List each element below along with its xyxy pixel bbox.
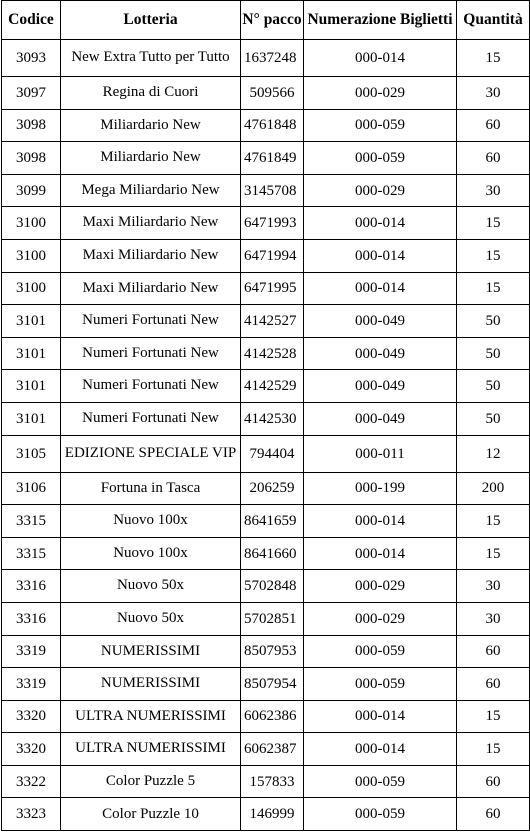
cell-codice: 3099 xyxy=(2,174,61,207)
cell-numerazione: 000-059 xyxy=(304,798,457,831)
table-row xyxy=(2,765,530,798)
cell-codice: 3101 xyxy=(2,305,61,338)
cell-lotteria: Fortuna in Tasca xyxy=(61,472,241,505)
cell-pacco: 509566 xyxy=(241,77,304,110)
table-row xyxy=(2,40,530,77)
cell-numerazione: 000-029 xyxy=(304,174,457,207)
cell-codice: 3316 xyxy=(2,602,61,635)
table-header-row xyxy=(2,1,530,40)
cell-quantita: 60 xyxy=(457,142,530,175)
cell-lotteria: Miliardario New xyxy=(61,109,241,142)
cell-lotteria: Maxi Miliardario New xyxy=(61,239,241,272)
cell-pacco: 206259 xyxy=(241,472,304,505)
cell-quantita: 50 xyxy=(457,305,530,338)
cell-pacco: 5702848 xyxy=(241,570,304,603)
cell-lotteria: NUMERISSIMI xyxy=(61,635,241,668)
table-row xyxy=(2,435,530,472)
cell-codice: 3315 xyxy=(2,505,61,538)
cell-quantita: 30 xyxy=(457,174,530,207)
cell-codice: 3100 xyxy=(2,207,61,240)
table-row xyxy=(2,570,530,603)
table-row xyxy=(2,77,530,110)
cell-codice: 3320 xyxy=(2,700,61,733)
cell-numerazione: 000-014 xyxy=(304,40,457,77)
cell-codice: 3101 xyxy=(2,337,61,370)
cell-pacco: 4761848 xyxy=(241,109,304,142)
table-row xyxy=(2,142,530,175)
cell-quantita: 60 xyxy=(457,635,530,668)
cell-numerazione: 000-014 xyxy=(304,239,457,272)
cell-lotteria: Numeri Fortunati New xyxy=(61,402,241,435)
cell-quantita: 50 xyxy=(457,370,530,403)
cell-quantita: 15 xyxy=(457,272,530,305)
table-row xyxy=(2,668,530,701)
cell-quantita: 15 xyxy=(457,733,530,766)
cell-lotteria: Numeri Fortunati New xyxy=(61,305,241,338)
table-body xyxy=(2,40,530,831)
cell-codice: 3101 xyxy=(2,402,61,435)
cell-quantita: 30 xyxy=(457,602,530,635)
cell-pacco: 6062386 xyxy=(241,700,304,733)
cell-pacco: 4142530 xyxy=(241,402,304,435)
cell-numerazione: 000-049 xyxy=(304,305,457,338)
cell-codice: 3100 xyxy=(2,239,61,272)
cell-pacco: 4761849 xyxy=(241,142,304,175)
cell-pacco: 8507954 xyxy=(241,668,304,701)
cell-pacco: 157833 xyxy=(241,765,304,798)
cell-quantita: 60 xyxy=(457,109,530,142)
cell-numerazione: 000-059 xyxy=(304,765,457,798)
cell-quantita: 50 xyxy=(457,337,530,370)
cell-numerazione: 000-014 xyxy=(304,207,457,240)
header-lotteria: Lotteria xyxy=(61,1,241,40)
cell-lotteria: Regina di Cuori xyxy=(61,77,241,110)
cell-quantita: 200 xyxy=(457,472,530,505)
cell-codice: 3105 xyxy=(2,435,61,472)
cell-lotteria: Color Puzzle 5 xyxy=(61,765,241,798)
cell-pacco: 6471994 xyxy=(241,239,304,272)
cell-codice: 3323 xyxy=(2,798,61,831)
cell-pacco: 8641660 xyxy=(241,537,304,570)
cell-codice: 3100 xyxy=(2,272,61,305)
cell-lotteria: NUMERISSIMI xyxy=(61,668,241,701)
cell-quantita: 30 xyxy=(457,570,530,603)
cell-lotteria: Nuovo 100x xyxy=(61,537,241,570)
cell-pacco: 3145708 xyxy=(241,174,304,207)
cell-lotteria: ULTRA NUMERISSIMI xyxy=(61,700,241,733)
cell-codice: 3320 xyxy=(2,733,61,766)
cell-numerazione: 000-029 xyxy=(304,602,457,635)
cell-pacco: 5702851 xyxy=(241,602,304,635)
header-numerazione: Numerazione Biglietti xyxy=(304,1,457,40)
cell-lotteria: Nuovo 50x xyxy=(61,602,241,635)
table-row xyxy=(2,305,530,338)
cell-codice: 3093 xyxy=(2,40,61,77)
cell-pacco: 4142528 xyxy=(241,337,304,370)
table-row xyxy=(2,174,530,207)
cell-numerazione: 000-049 xyxy=(304,402,457,435)
lottery-packages-table xyxy=(1,0,530,831)
cell-codice: 3319 xyxy=(2,635,61,668)
cell-codice: 3101 xyxy=(2,370,61,403)
cell-numerazione: 000-014 xyxy=(304,537,457,570)
table-row xyxy=(2,537,530,570)
cell-quantita: 15 xyxy=(457,40,530,77)
cell-codice: 3322 xyxy=(2,765,61,798)
cell-lotteria: Nuovo 100x xyxy=(61,505,241,538)
table-row xyxy=(2,239,530,272)
table-row xyxy=(2,798,530,831)
cell-codice: 3319 xyxy=(2,668,61,701)
cell-pacco: 6471993 xyxy=(241,207,304,240)
header-pacco: N° pacco xyxy=(241,1,304,40)
table-row xyxy=(2,337,530,370)
cell-numerazione: 000-049 xyxy=(304,370,457,403)
cell-quantita: 50 xyxy=(457,402,530,435)
cell-lotteria: Color Puzzle 10 xyxy=(61,798,241,831)
cell-pacco: 4142529 xyxy=(241,370,304,403)
header-codice: Codice xyxy=(2,1,61,40)
cell-quantita: 15 xyxy=(457,239,530,272)
header-quantita: Quantità xyxy=(457,1,530,40)
cell-quantita: 15 xyxy=(457,537,530,570)
table-row xyxy=(2,635,530,668)
cell-quantita: 15 xyxy=(457,700,530,733)
cell-lotteria: ULTRA NUMERISSIMI xyxy=(61,733,241,766)
cell-codice: 3098 xyxy=(2,109,61,142)
cell-pacco: 794404 xyxy=(241,435,304,472)
cell-numerazione: 000-199 xyxy=(304,472,457,505)
cell-numerazione: 000-014 xyxy=(304,733,457,766)
table-row xyxy=(2,602,530,635)
cell-numerazione: 000-011 xyxy=(304,435,457,472)
cell-quantita: 30 xyxy=(457,77,530,110)
cell-codice: 3315 xyxy=(2,537,61,570)
cell-quantita: 12 xyxy=(457,435,530,472)
cell-pacco: 6062387 xyxy=(241,733,304,766)
cell-codice: 3097 xyxy=(2,77,61,110)
cell-numerazione: 000-059 xyxy=(304,142,457,175)
cell-lotteria: New Extra Tutto per Tutto xyxy=(61,40,241,77)
cell-numerazione: 000-059 xyxy=(304,635,457,668)
cell-lotteria: Mega Miliardario New xyxy=(61,174,241,207)
cell-quantita: 15 xyxy=(457,207,530,240)
table-row xyxy=(2,402,530,435)
cell-numerazione: 000-029 xyxy=(304,570,457,603)
cell-quantita: 15 xyxy=(457,505,530,538)
cell-lotteria: Miliardario New xyxy=(61,142,241,175)
cell-codice: 3106 xyxy=(2,472,61,505)
table-row xyxy=(2,700,530,733)
cell-lotteria: EDIZIONE SPECIALE VIP xyxy=(61,435,241,472)
cell-codice: 3098 xyxy=(2,142,61,175)
cell-lotteria: Maxi Miliardario New xyxy=(61,207,241,240)
table-row xyxy=(2,207,530,240)
cell-pacco: 146999 xyxy=(241,798,304,831)
cell-numerazione: 000-014 xyxy=(304,272,457,305)
cell-quantita: 60 xyxy=(457,798,530,831)
table-row xyxy=(2,109,530,142)
table-row xyxy=(2,505,530,538)
cell-pacco: 4142527 xyxy=(241,305,304,338)
cell-quantita: 60 xyxy=(457,765,530,798)
cell-numerazione: 000-059 xyxy=(304,668,457,701)
cell-lotteria: Nuovo 50x xyxy=(61,570,241,603)
table-row xyxy=(2,472,530,505)
table-row xyxy=(2,370,530,403)
cell-pacco: 8507953 xyxy=(241,635,304,668)
cell-numerazione: 000-014 xyxy=(304,700,457,733)
cell-lotteria: Numeri Fortunati New xyxy=(61,337,241,370)
cell-numerazione: 000-014 xyxy=(304,505,457,538)
cell-numerazione: 000-059 xyxy=(304,109,457,142)
cell-quantita: 60 xyxy=(457,668,530,701)
table-row xyxy=(2,733,530,766)
cell-lotteria: Maxi Miliardario New xyxy=(61,272,241,305)
cell-lotteria: Numeri Fortunati New xyxy=(61,370,241,403)
cell-numerazione: 000-049 xyxy=(304,337,457,370)
cell-numerazione: 000-029 xyxy=(304,77,457,110)
table-row xyxy=(2,272,530,305)
cell-codice: 3316 xyxy=(2,570,61,603)
cell-pacco: 1637248 xyxy=(241,40,304,77)
cell-pacco: 6471995 xyxy=(241,272,304,305)
cell-pacco: 8641659 xyxy=(241,505,304,538)
